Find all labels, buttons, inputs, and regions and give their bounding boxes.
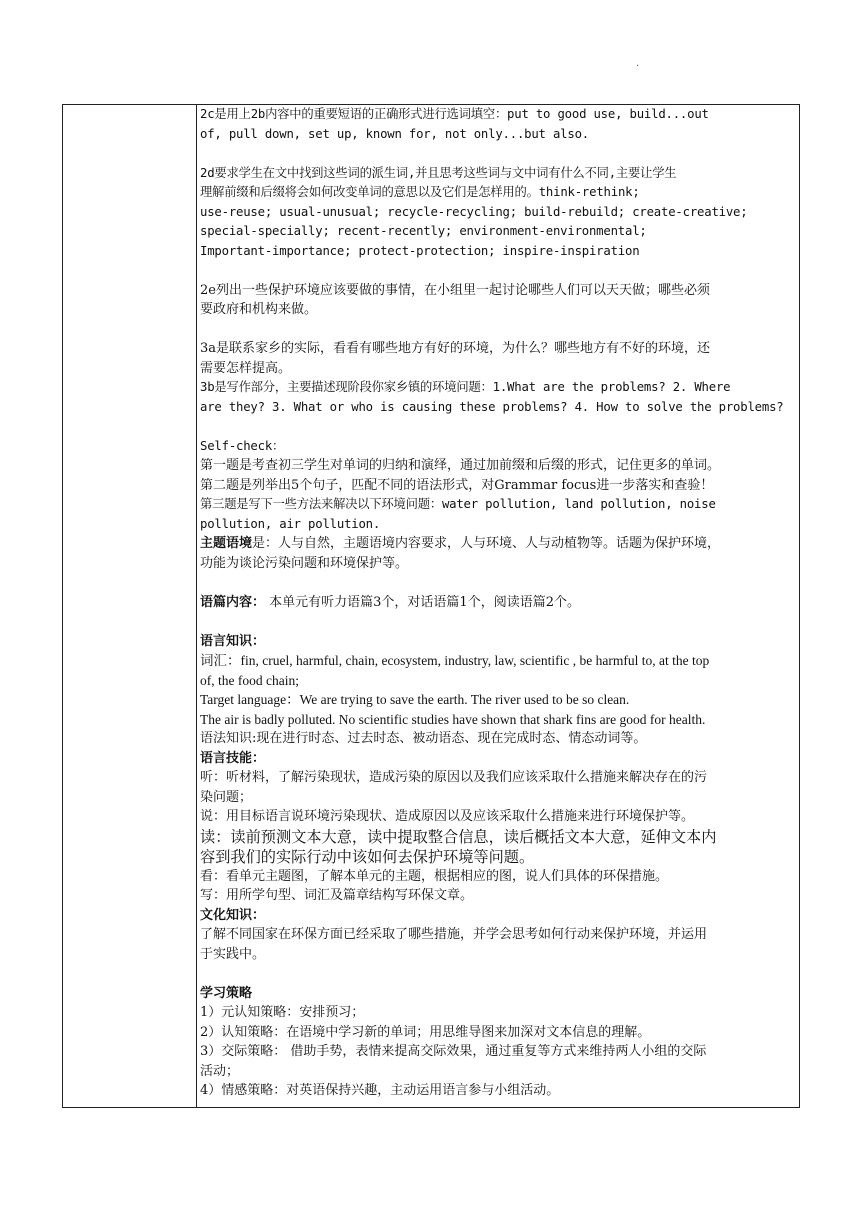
strategy-item: 3）交际策略： 借助手势，表情来提高交际效果，通过重复等方式来维持两人小组的交际 [200, 1044, 707, 1059]
language-skills-heading: 语言技能： [200, 750, 266, 766]
column-divider [196, 105, 197, 1107]
lesson-table [62, 104, 800, 1108]
discourse-paragraph [200, 593, 793, 613]
text-line: 2c是用上2b内容中的重要短语的正确形式进行选词填空：put to good use, build...out [200, 107, 709, 121]
text-line: 容到我们的实际行动中该如何去保护环境等问题。 [200, 847, 535, 866]
culture-knowledge-heading: 文化知识： [200, 907, 266, 923]
learning-strategy-heading: 学习策略 [200, 985, 253, 1001]
strategy-item: 活动； [200, 1063, 240, 1079]
vocab-line: 词汇：fin, cruel, harmful, chain, ecosystem, industry, law, scientific , be harmful to, at the top [200, 653, 710, 668]
strategy-item: 2）认知策略：在语境中学习新的单词；用思维导图来加深对文本信息的理解。 [200, 1024, 651, 1040]
target-line: The air is badly polluted. No scientific studies have shown that shark fins are good for health. [200, 711, 706, 727]
text-line: special-specially; recent-recently; environment-environmental; [200, 224, 647, 238]
theme-label: 主题语境 [200, 536, 253, 551]
text-line: 功能为谈论污染问题和环境保护等。 [200, 555, 409, 571]
text-line: use-reuse; usual-unusual; recycle-recycling; build-rebuild; create-creative; [200, 204, 748, 219]
target-line: Target language：We are trying to save the earth. The river used to be so clean. [200, 692, 630, 707]
theme-paragraph [200, 534, 793, 554]
discourse-text: 本单元有听力语篇3个，对话语篇1个，阅读语篇2个。 [265, 594, 580, 610]
text-line: of, pull down, set up, known for, not only...but also. [200, 126, 589, 141]
text-line: 要政府和机构来做。 [200, 302, 318, 317]
text-line: 3a是联系家乡的实际，看看有哪些地方有好的环境，为什么？哪些地方有不好的环境，还 [200, 341, 711, 356]
text-line: 写：用所学句型、词汇及篇章结构写环保文章。 [200, 888, 474, 903]
text-line: 第三题是写下一些方法来解决以下环境问题：water pollution, land pollution, noise [200, 497, 716, 511]
text-line: Important-importance; protect-protection; inspire-inspiration [200, 243, 640, 258]
grammar-line: 语法知识:现在进行时态、过去时态、被动语态、现在完成时态、情态动词等。 [200, 731, 647, 746]
content-cell [200, 105, 793, 1107]
text-line: 需要怎样提高。 [200, 360, 292, 376]
header-dot: . [636, 58, 640, 69]
text-line: 了解不同国家在环保方面已经采取了哪些措施，并学会思考如何行动来保护环境，并运用 [200, 927, 708, 942]
strategy-item: 4）情感策略：对英语保持兴趣，主动运用语言参与小组活动。 [200, 1083, 560, 1098]
vocab-line: of, the food chain; [200, 672, 299, 688]
text-line: pollution, air pollution. [200, 516, 381, 531]
theme-text: 是：人与自然，主题语境内容要求，人与环境、人与动植物等。话题为保护环境， [252, 536, 721, 551]
discourse-label: 语篇内容： [200, 594, 266, 610]
strategy-item: 1）元认知策略：安排预习； [200, 1005, 365, 1020]
text-line: 读：读前预测文本大意，读中提取整合信息，读后概括文本大意，延伸文本内 [200, 827, 717, 846]
self-check-heading: Self-check： [200, 438, 285, 453]
language-knowledge-heading: 语言知识： [200, 633, 266, 649]
text-line: 染问题； [200, 789, 253, 805]
text-line: 3b是写作部分，主要描述现阶段你家乡镇的环境问题：1.What are the problems? 2. Where [200, 380, 731, 394]
text-line: 第一题是考查初三学生对单词的归纳和演绎，通过加前缀和后缀的形式，记住更多的单词。 [200, 458, 721, 473]
text-line: 看：看单元主题图，了解本单元的主题，根据相应的图，说人们具体的环保措施。 [200, 868, 669, 884]
text-line: 听：听材料，了解污染现状，造成污染的原因以及我们应该采取什么措施来解决存在的污 [200, 770, 708, 785]
text-line: 2d要求学生在文中找到这些词的派生词,并且思考这些词与文中词有什么不同,主要让学生 [200, 165, 677, 180]
text-line: 理解前缀和后缀将会如何改变单词的意思以及它们是怎样用的。think-rethink; [200, 185, 640, 199]
text-line: 2e列出一些保护环境应该要做的事情，在小组里一起讨论哪些人们可以天天做；哪些必须 [200, 282, 710, 298]
text-line: 说：用目标语言说环境污染现状、造成原因以及应该采取什么措施来进行环境保护等。 [200, 809, 695, 824]
text-line: 于实践中。 [200, 946, 266, 962]
text-line: are they? 3. What or who is causing these problems? 4. How to solve the problems? [200, 399, 784, 414]
text-line: 第二题是列举出5个句子，匹配不同的语法形式，对Grammar focus进一步落实和查验！ [200, 477, 714, 493]
